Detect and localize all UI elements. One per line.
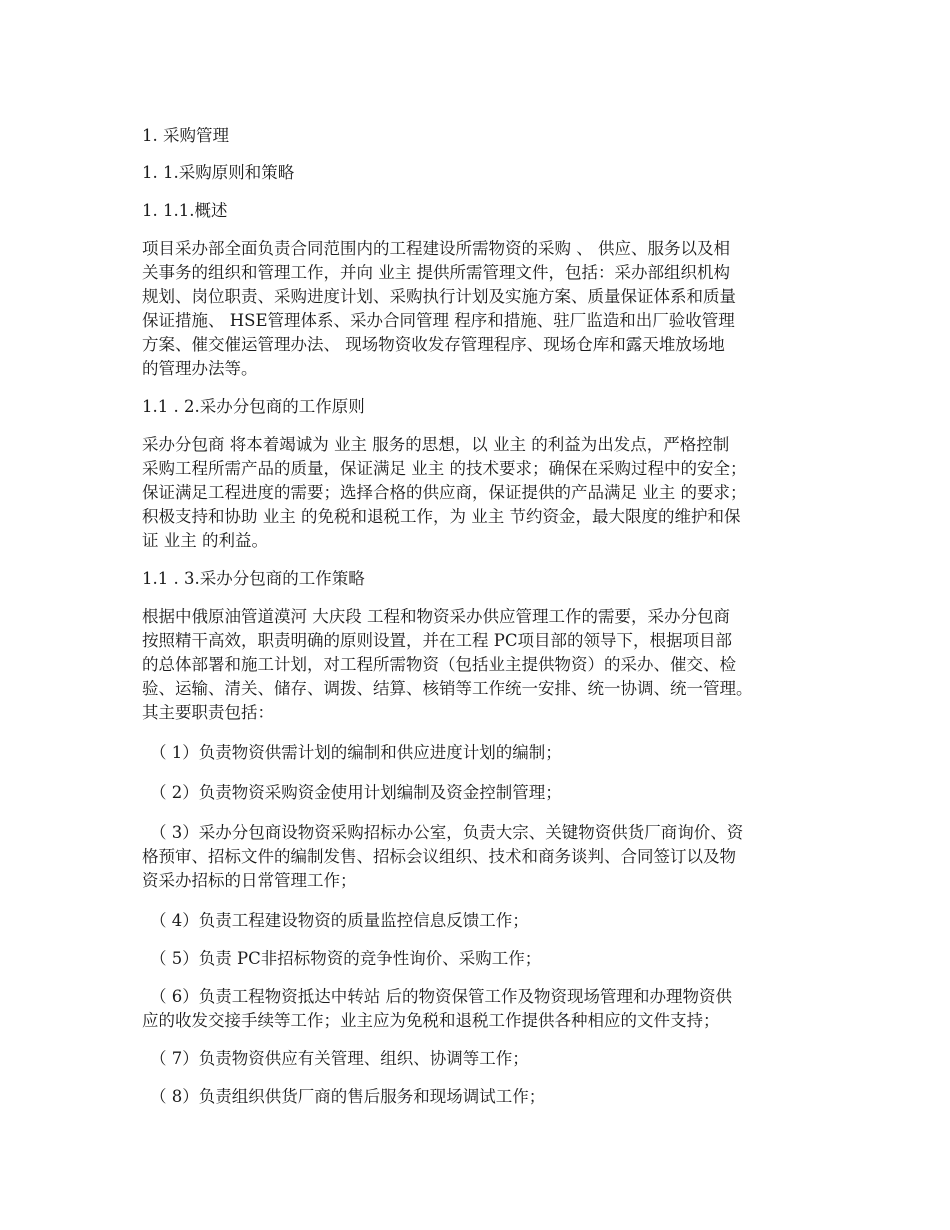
paragraph-line: 根据中俄原油管道漠河 大庆段 工程和物资采办供应管理工作的需要，采办分包商 [142, 607, 730, 626]
duty-item-1: （ 1）负责物资供需计划的编制和供应进度计划的编制； [150, 743, 562, 762]
heading-1: 1. 采购管理 [142, 126, 229, 145]
heading-1-1-1: 1. 1.1.概述 [142, 201, 228, 220]
duty-item-3-cont: 资采办招标的日常管理工作； [142, 871, 357, 890]
paragraph-line: 其主要职责包括： [142, 703, 274, 722]
duty-item-7: （ 7）负责物资供应有关管理、组织、协调等工作； [150, 1049, 529, 1068]
paragraph-line: 的管理办法等。 [142, 359, 258, 378]
duty-item-4: （ 4）负责工程建设物资的质量监控信息反馈工作； [150, 911, 529, 930]
paragraph-line: 保证措施、 HSE管理体系、采办合同管理 程序和措施、驻厂监造和出厂验收管理 [142, 311, 735, 330]
paragraph-line: 保证满足工程进度的需要；选择合格的供应商，保证提供的产品满足 业主 的要求； [142, 483, 747, 502]
paragraph-line: 关事务的组织和管理工作，并向 业主 提供所需管理文件，包括：采办部组织机构 [142, 263, 730, 282]
paragraph-line: 证 业主 的利益。 [142, 531, 268, 550]
duty-item-8: （ 8）负责组织供货厂商的售后服务和现场调试工作； [150, 1087, 546, 1106]
duty-item-2: （ 2）负责物资采购资金使用计划编制及资金控制管理； [150, 783, 562, 802]
duty-item-3: （ 3）采办分包商设物资采购招标办公室，负责大宗、关键物资供货厂商询价、资 [150, 823, 744, 842]
paragraph-line: 采办分包商 将本着竭诚为 业主 服务的思想，以 业主 的利益为出发点，严格控制 [142, 435, 730, 454]
paragraph-line: 规划、岗位职责、采购进度计划、采购执行计划及实施方案、质量保证体系和质量 [142, 287, 736, 306]
paragraph-line: 积极支持和协助 业主 的免税和退税工作，为 业主 节约资金，最大限度的维护和保 [142, 507, 741, 526]
paragraph-line: 项目采办部全面负责合同范围内的工程建设所需物资的采购 、 供应、服务以及相 [142, 239, 730, 258]
paragraph-line: 的总体部署和施工计划，对工程所需物资（包括业主提供物资）的采办、催交、检 [142, 655, 736, 674]
duty-item-5: （ 5）负责 PC非招标物资的竞争性询价、采购工作； [150, 949, 542, 968]
duty-item-6-cont: 应的收发交接手续等工作；业主应为免税和退税工作提供各种相应的文件支持； [142, 1011, 720, 1030]
paragraph-line: 方案、催交催运管理办法、 现场物资收发存管理程序、现场仓库和露天堆放场地 [142, 335, 725, 354]
paragraph-line: 按照精干高效，职责明确的原则设置，并在工程 PC项目部的领导下，根据项目部 [142, 631, 732, 650]
heading-1-1-3: 1.1 . 3.采办分包商的工作策略 [142, 569, 365, 588]
paragraph-line: 采购工程所需产品的质量，保证满足 业主 的技术要求；确保在采购过程中的安全； [142, 459, 747, 478]
heading-1-1: 1. 1.采购原则和策略 [142, 163, 295, 182]
duty-item-6: （ 6）负责工程物资抵达中转站 后的物资保管工作及物资现场管理和办理物资供 [150, 987, 732, 1006]
heading-1-1-2: 1.1 . 2.采办分包商的工作原则 [142, 397, 365, 416]
paragraph-line: 验、运输、清关、储存、调拨、结算、核销等工作统一安排、统一协调、统一管理。 [142, 679, 753, 698]
duty-item-3-cont: 格预审、招标文件的编制发售、招标会议组织、技术和商务谈判、合同签订以及物 [142, 847, 736, 866]
